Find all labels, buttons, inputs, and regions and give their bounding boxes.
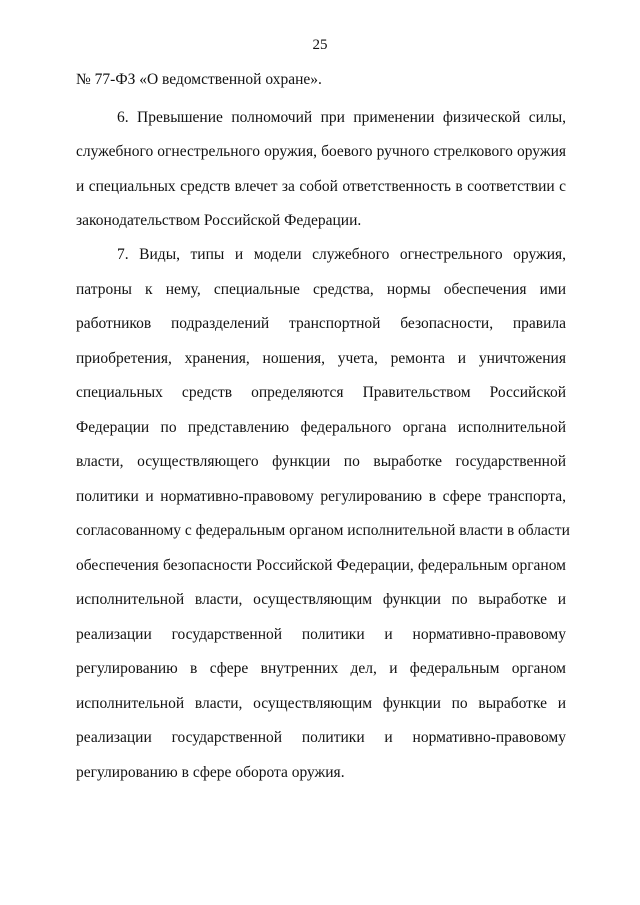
text-line: патроны к нему, специальные средства, нормы обеспечения ими: [76, 281, 566, 298]
text-line: специальных средств определяются Правительством Российской: [76, 384, 566, 401]
text-line: законодательством Российской Федерации.: [76, 212, 362, 229]
text-line: согласованному с федеральным органом исполнительной власти в области: [76, 522, 570, 539]
paragraph-7-line-1: 7. Виды, типы и модели служебного огнестрельного оружия,: [117, 246, 566, 263]
text-line: и специальных средств влечет за собой ответственность в соответствии с: [76, 178, 566, 195]
text-line: власти, осуществляющего функции по выработке государственной: [76, 453, 566, 470]
text-line: политики и нормативно-правовому регулированию в сфере транспорта,: [76, 488, 566, 505]
text-line: приобретения, хранения, ношения, учета, ремонта и уничтожения: [76, 350, 566, 367]
text-line: Федерации по представлению федерального органа исполнительной: [76, 419, 566, 436]
page-number: 25: [312, 37, 328, 53]
text-line: исполнительной власти, осуществляющим функции по выработке и: [76, 695, 566, 712]
paragraph-6-line-1: 6. Превышение полномочий при применении физической силы,: [117, 109, 566, 126]
text-line: реализации государственной политики и нормативно-правовому: [76, 626, 566, 643]
text-line: работников подразделений транспортной безопасности, правила: [76, 315, 566, 332]
text-line: служебного огнестрельного оружия, боевого ручного стрелкового оружия: [76, 143, 566, 160]
text-line: № 77-ФЗ «О ведомственной охране».: [76, 71, 322, 88]
text-line: исполнительной власти, осуществляющим функции по выработке и: [76, 591, 566, 608]
text-line: регулированию в сфере внутренних дел, и федеральным органом: [76, 660, 566, 677]
text-line: обеспечения безопасности Российской Федерации, федеральным органом: [76, 557, 566, 574]
text-line: регулированию в сфере оборота оружия.: [76, 764, 345, 781]
text-line: реализации государственной политики и нормативно-правовому: [76, 729, 566, 746]
